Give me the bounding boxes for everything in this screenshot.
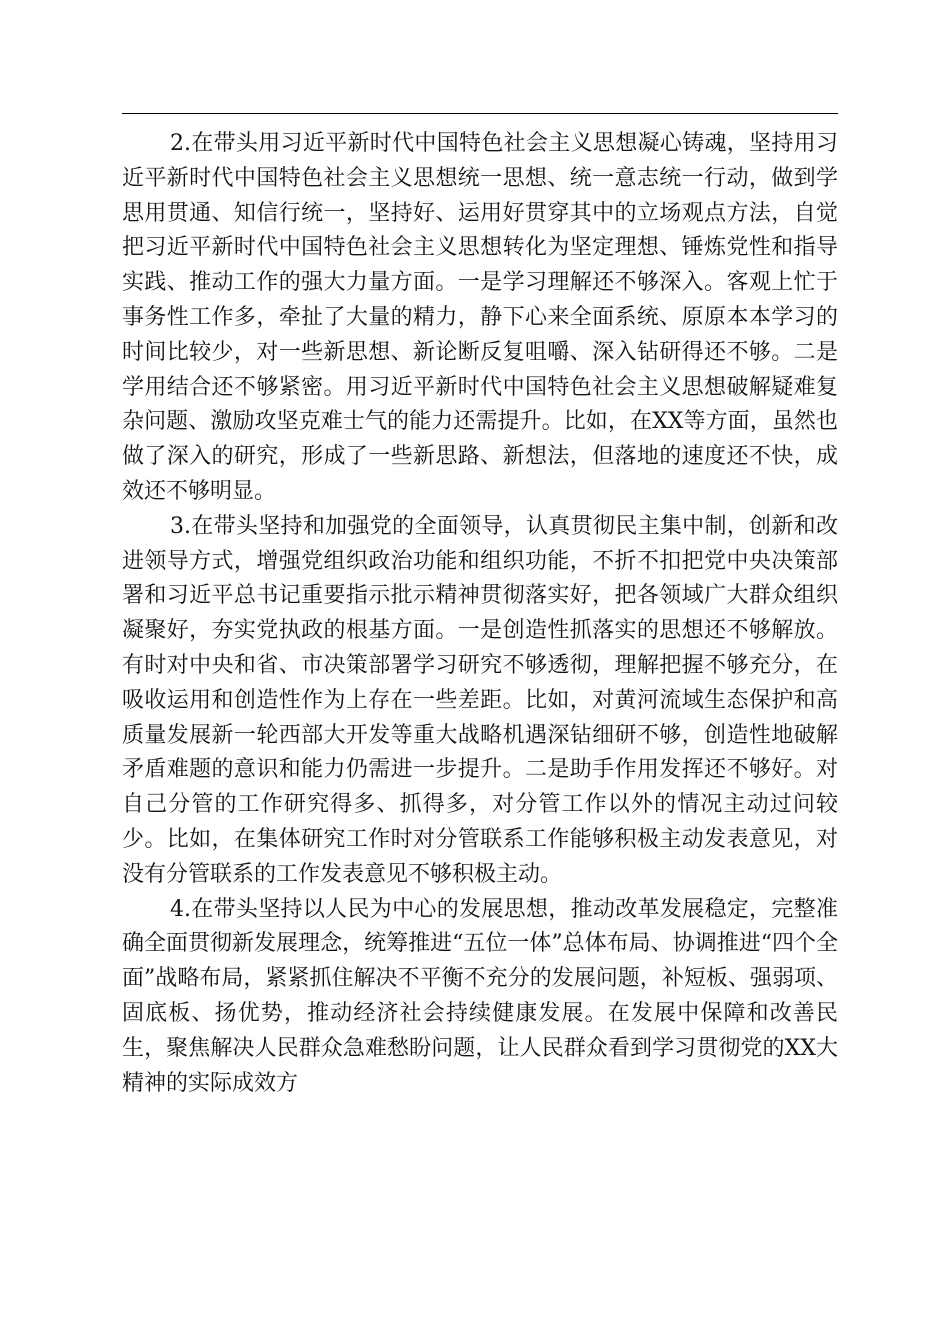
paragraph-4: 4.在带头坚持以人民为中心的发展思想，推动改革发展稳定，完整准确全面贯彻新发展理念，统筹推进“五位一体”总体布局、协调推进“四个全面”战略布局，紧紧抓住解决不平衡不充分的发展问题，补短板、强弱项、固底板、扬优势，推动经济社会持续健康发展。在发展中保障和改善民生，聚焦解决人民群众急难愁盼问题，让人民群众看到学习贯彻党的XX大精神的实际成效方 [122, 896, 838, 1096]
header-rule [122, 113, 838, 114]
body-text [122, 127, 838, 1101]
paragraph-2: 2.在带头用习近平新时代中国特色社会主义思想凝心铸魂，坚持用习近平新时代中国特色社会主义思想统一思想、统一意志统一行动，做到学思用贯通、知信行统一，坚持好、运用好贯穿其中的立场观点方法，自觉把习近平新时代中国特色社会主义思想转化为坚定理想、锤炼党性和指导实践、推动工作的强大力量方面。一是学习理解还不够深入。客观上忙于事务性工作多，牵扯了大量的精力，静下心来全面系统、原原本本学习的时间比较少，对一些新思想、新论断反复咀嚼、深入钻研得还不够。二是学用结合还不够紧密。用习近平新时代中国特色社会主义思想破解疑难复杂问题、激励攻坚克难士气的能力还需提升。比如，在XX等方面，虽然也做了深入的研究，形成了一些新思路、新想法，但落地的速度还不快，成效还不够明显。 [122, 131, 838, 504]
paragraph-3: 3.在带头坚持和加强党的全面领导，认真贯彻民主集中制，创新和改进领导方式，增强党组织政治功能和组织功能，不折不扣把党中央决策部署和习近平总书记重要指示批示精神贯彻落实好，把各领域广大群众组织凝聚好，夯实党执政的根基方面。一是创造性抓落实的思想还不够解放。有时对中央和省、市决策部署学习研究不够透彻，理解把握不够充分，在吸收运用和创造性作为上存在一些差距。比如，对黄河流域生态保护和高质量发展新一轮西部大开发等重大战略机遇深钻细研不够，创造性地破解矛盾难题的意识和能力仍需进一步提升。二是助手作用发挥还不够好。对自己分管的工作研究得多、抓得多，对分管工作以外的情况主动过问较少。比如，在集体研究工作时对分管联系工作能够积极主动发表意见，对没有分管联系的工作发表意见不够积极主动。 [122, 513, 838, 887]
